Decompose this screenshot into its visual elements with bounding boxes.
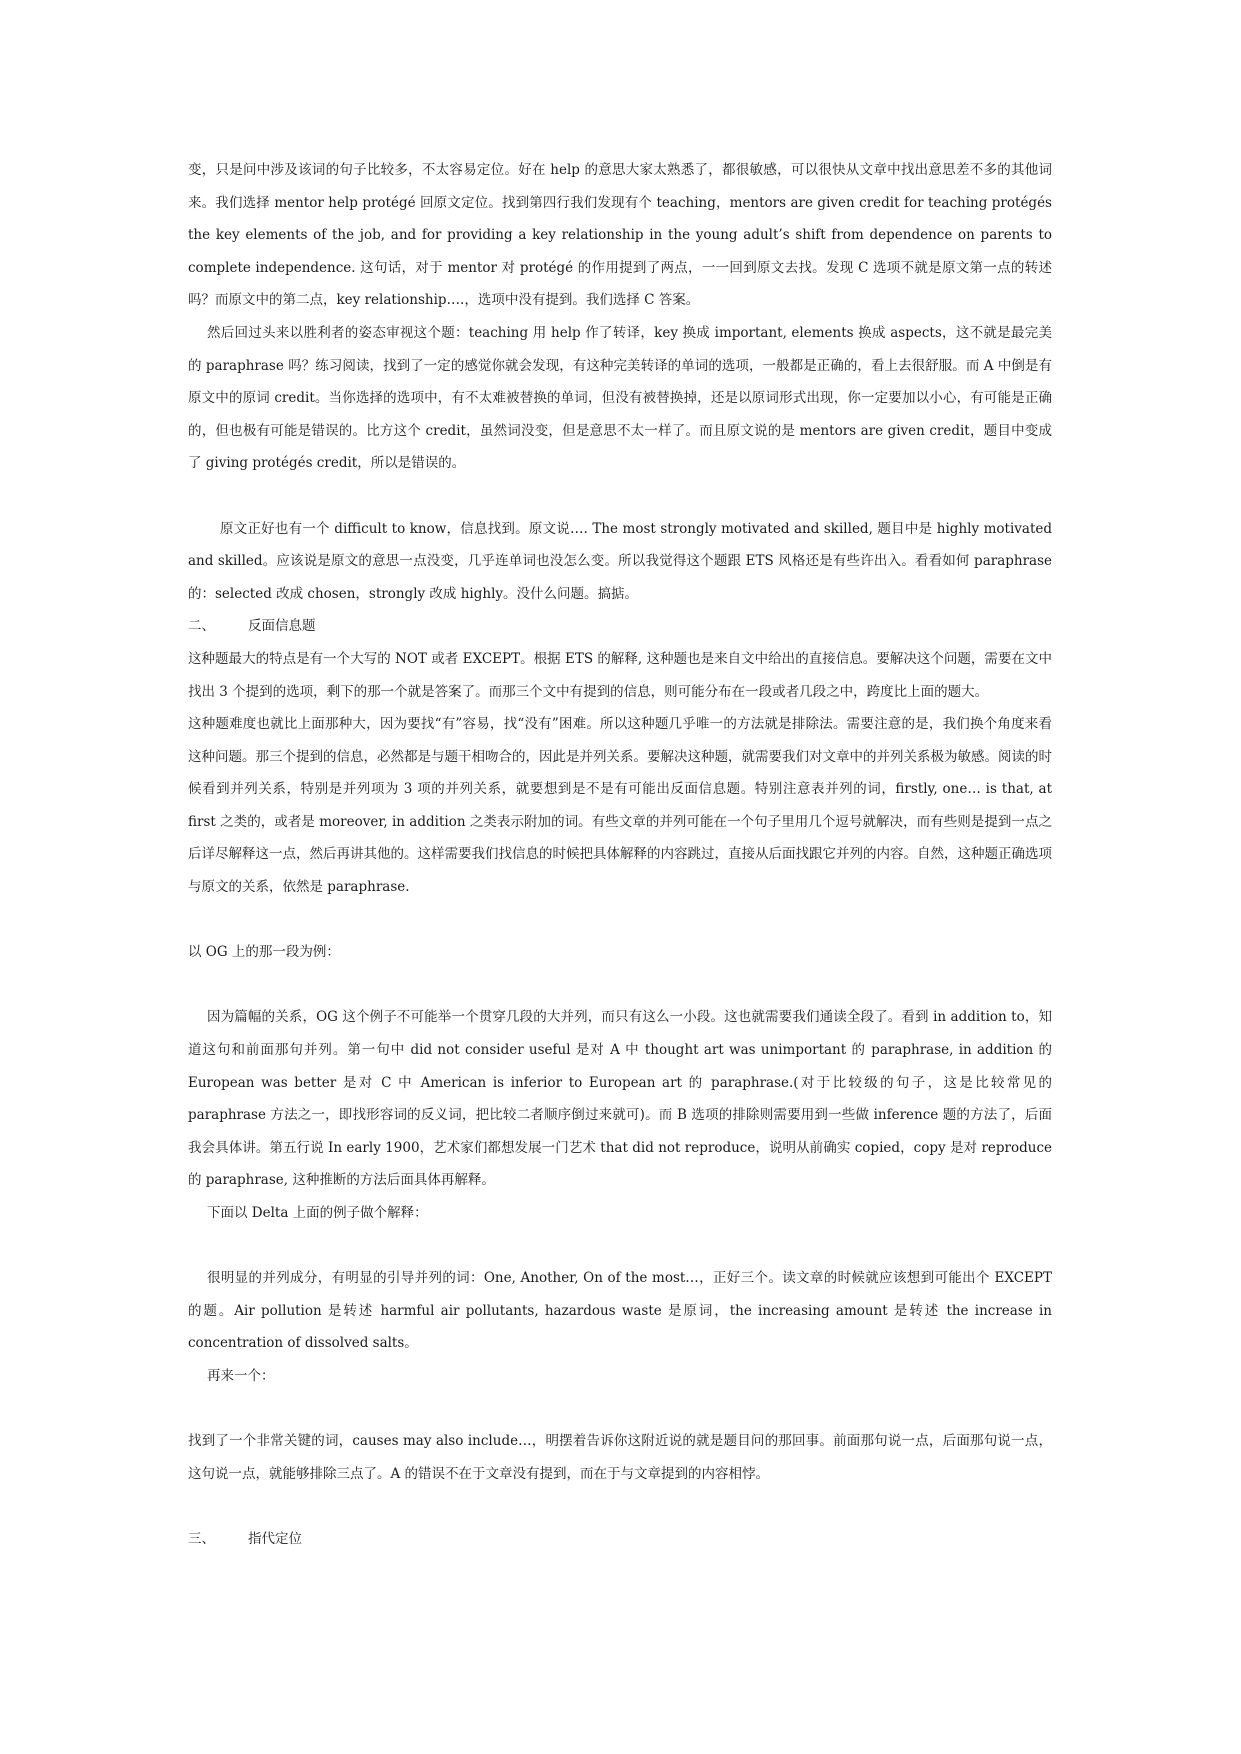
spacer [188,969,1052,1002]
section-number: 三、 [188,1530,215,1547]
paragraph: 因为篇幅的关系，OG 这个例子不可能举一个贯穿几段的大并列，而只有这么一小段。这也就需要我们通读全段了。看到 in addition to，知道这句和前面那句并列。第一句中 did not consider useful 是对 A 中 thought art was unimportant 的 paraphrase, in addition 的 European was better 是对 C 中 American is inferior to European art 的 paraphrase.(对于比较级的句子，这是比较常见的 paraphrase 方法之一，即找形容词的反义词，把比较二者顺序倒过来就可)。而 B 选项的排除则需要用到一些做 inference 题的方法了，后面我会具体讲。第五行说 In early 1900，艺术家们都想发展一门艺术 that did not reproduce，说明从前确实 copied，copy 是对 reproduce 的 paraphrase, 这种推断的方法后面具体再解释。 [188,1009,1052,1189]
spacer [188,1393,1052,1426]
section-heading-3 [188,1523,1052,1556]
spacer [188,1490,1052,1523]
document-body [188,154,1052,1556]
paragraph: 这种题难度也就比上面那种大，因为要找“有”容易，找“没有”困难。所以这种题几乎唯一的方法就是排除法。需要注意的是，我们换个角度来看这种问题。那三个提到的信息，必然都是与题干相吻合的，因此是并列关系。要解决这种题，就需要我们对文章中的并列关系极为敏感。阅读的时候看到并列关系，特别是并列项为 3 项的并列关系，就要想到是不是有可能出反面信息题。特别注意表并列的词，firstly, one… is that, at first 之类的，或者是 moreover, in addition 之类表示附加的词。有些文章的并列可能在一个句子里用几个逗号就解决，而有些则是提到一点之后详尽解释这一点，然后再讲其他的。这样需要我们找信息的时候把具体解释的内容跳过，直接从后面找跟它并列的内容。自然，这种题正确选项与原文的关系，依然是 paraphrase. [188,716,1052,896]
paragraph: 然后回过头来以胜利者的姿态审视这个题：teaching 用 help 作了转译，key 换成 important, elements 换成 aspects，这不就是最完美的 paraphrase 吗？练习阅读，找到了一定的感觉你就会发现，有这种完美转译的单词的选项，一般都是正确的，看上去很舒服。而 A 中倒是有原文中的原词 credit。当你选择的选项中，有不太难被替换的单词，但没有被替换掉，还是以原词形式出现，你一定要加以小心，有可能是正确的，但也极有可能是错误的。比方这个 credit，虽然词没变，但是意思不太一样了。而且原文说的是 mentors are given credit，题目中变成了 giving protégés credit，所以是错误的。 [188,324,1052,472]
section-number: 二、 [188,618,215,635]
paragraph: 下面以 Delta 上面的例子做个解释： [207,1205,428,1221]
paragraph: 找到了一个非常关键的词，causes may also include…，明摆着告诉你这附近说的就是题目问的那回事。前面那句说一点，后面那句说一点，这句说一点，就能够排除三点了。A 的错误不在于文章没有提到，而在于与文章提到的内容相悖。 [188,1433,1052,1482]
paragraph: 很明显的并列成分，有明显的引导并列的词：One, Another, On of the most…，正好三个。读文章的时候就应该想到可能出个 EXCEPT 的题。Air pollution 是转述 harmful air pollutants, hazardous waste 是原词，the increasing amount 是转述 the increase in concentration of dissolved salts。 [188,1270,1052,1352]
section-title: 反面信息题 [248,618,316,635]
paragraph: 变，只是问中涉及该词的句子比较多，不太容易定位。好在 help 的意思大家太熟悉了，都很敏感，可以很快从文章中找出意思差不多的其他词来。我们选择 mentor help protégé 回原文定位。找到第四行我们发现有个 teaching，mentors are given credit for teaching protégés the key elements of the job, and for providing a key relationship in the young adult’s shift from dependence on parents to complete independence. 这句话，对于 mentor 对 protégé 的作用提到了两点，一一回到原文去找。发现 C 选项不就是原文第一点的转述吗？而原文中的第二点，key relationship….，选项中没有提到。我们选择 C 答案。 [188,162,1052,309]
section-heading-2 [188,610,1052,643]
paragraph: 再来一个： [207,1367,275,1384]
spacer [188,480,1052,513]
paragraph: 这种题最大的特点是有一个大写的 NOT 或者 EXCEPT。根据 ETS 的解释, 这种题也是来自文中给出的直接信息。要解决这个问题，需要在文中找出 3 个提到的选项，剩下的那一个就是答案了。而那三个文中有提到的信息，则可能分布在一段或者几段之中，跨度比上面的题大。 [188,650,1052,700]
spacer [188,904,1052,937]
spacer [188,1230,1052,1263]
section-title: 指代定位 [248,1530,302,1547]
paragraph: 以 OG 上的那一段为例： [188,944,340,961]
paragraph: 原文正好也有一个 difficult to know，信息找到。原文说…. The most strongly motivated and skilled, 题目中是 highly motivated and skilled。应该说是原文的意思一点没变，几乎连单词也没怎么变。所以我觉得这个题跟 ETS 风格还是有些许出入。看看如何 paraphrase 的：selected 改成 chosen，strongly 改成 highly。没什么问题。搞掂。 [188,520,1052,602]
